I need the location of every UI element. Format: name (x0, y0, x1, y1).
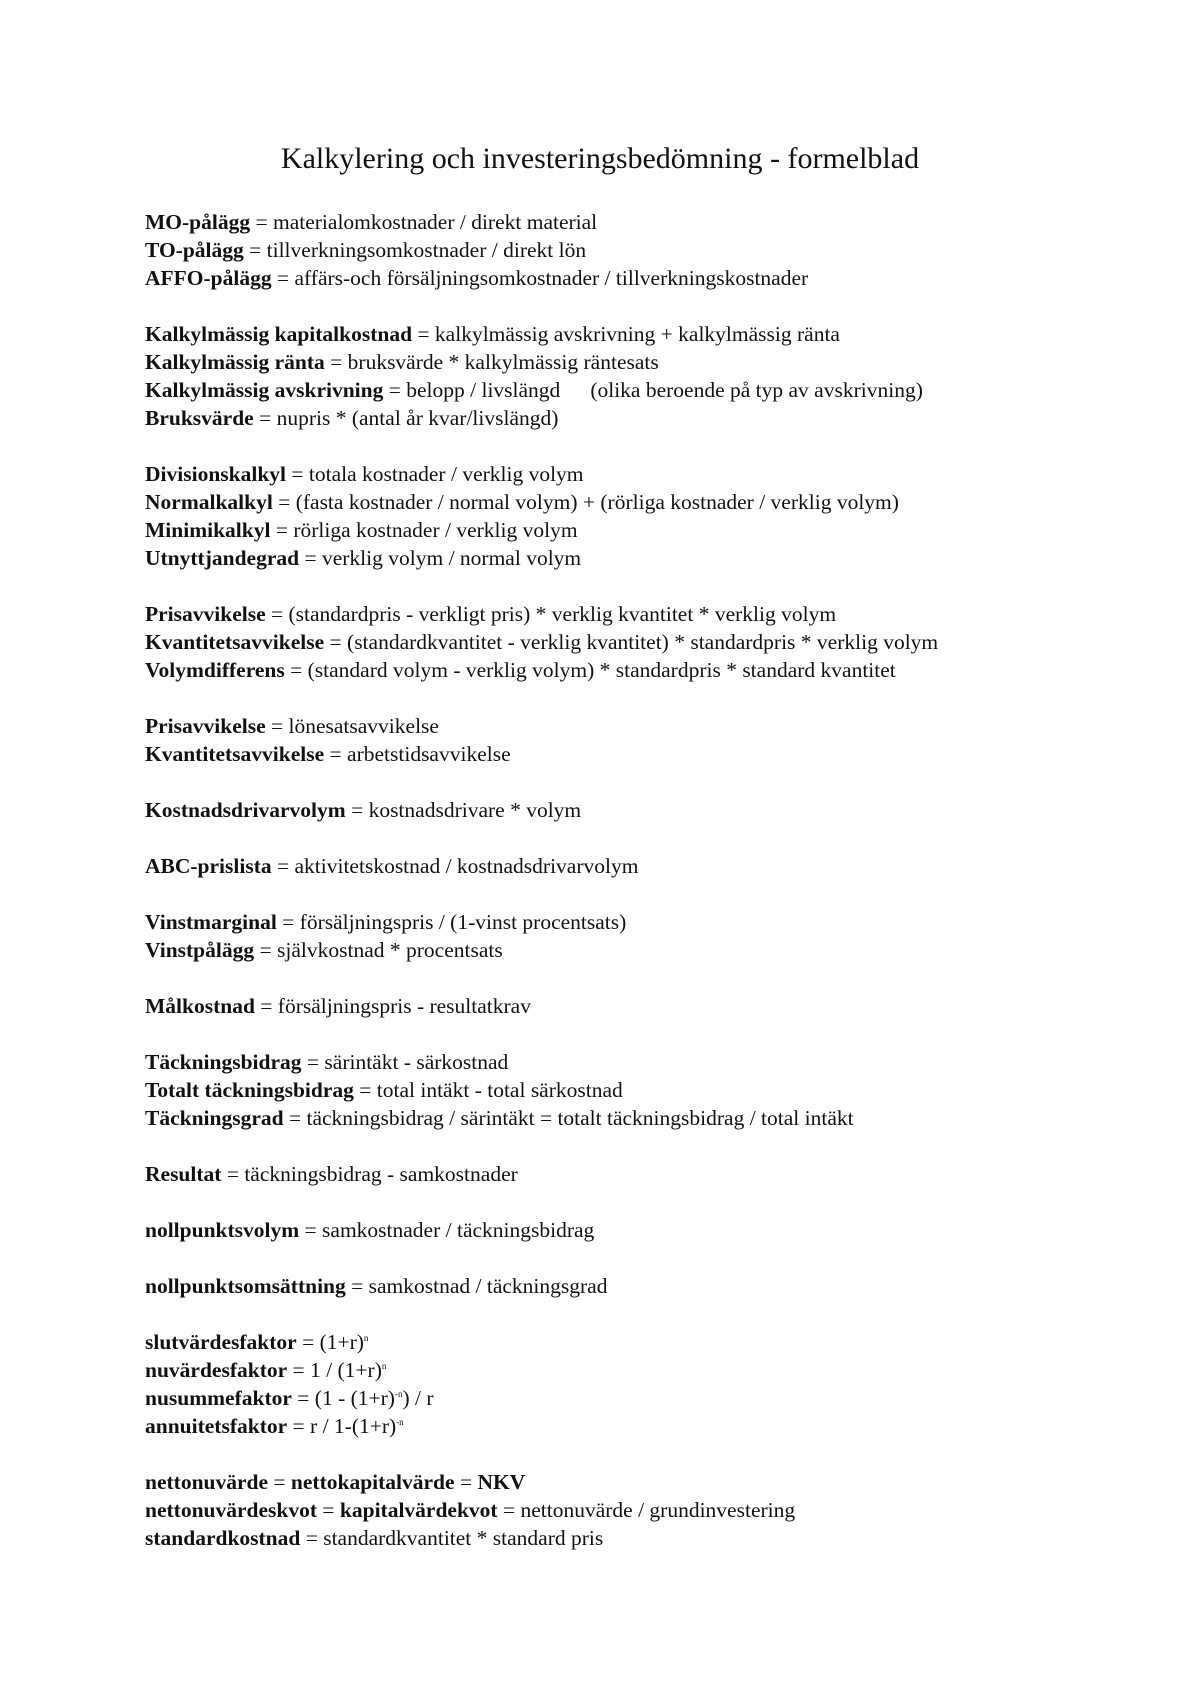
formula-line (145, 516, 1165, 544)
formula-term: Kvantitetsavvikelse (145, 630, 325, 654)
formula-exponent: -n (394, 1389, 403, 1399)
formula-list (145, 208, 1165, 1552)
formula-term: Volymdifferens (145, 658, 285, 682)
formula-line (145, 936, 1165, 964)
formula-term: Totalt täckningsbidrag (145, 1078, 354, 1102)
formula-term: nusummefaktor (145, 1386, 292, 1410)
formula-definition: = r / 1-(1+r) (292, 1414, 397, 1438)
formula-line (145, 712, 1165, 740)
formula-term: Kvantitetsavvikelse (145, 742, 325, 766)
formula-term: Kostnadsdrivarvolym (145, 798, 346, 822)
formula-definition: = nupris * (antal år kvar/livslängd) (259, 406, 559, 430)
formula-line (145, 1496, 1165, 1524)
formula-line (145, 348, 1165, 376)
formula-note: (olika beroende på typ av avskrivning) (590, 378, 923, 402)
formula-line (145, 1160, 1165, 1188)
formula-line (145, 236, 1165, 264)
formula-term-3: NKV (477, 1470, 526, 1494)
formula-term: nuvärdesfaktor (145, 1358, 288, 1382)
formula-definition: = verklig volym / normal volym (304, 546, 582, 570)
formula-term-2: kapitalvärdekvot (339, 1498, 498, 1522)
formula-line (145, 1412, 1165, 1440)
formula-definition: = 1 / (1+r) (292, 1358, 382, 1382)
formula-line (145, 1104, 1165, 1132)
formula-line (145, 740, 1165, 768)
formula-term: nettonuvärde (145, 1470, 269, 1494)
formula-line (145, 404, 1165, 432)
formula-definition: = belopp / livslängd (388, 378, 561, 402)
formula-definition: = total intäkt - total särkostnad (359, 1078, 623, 1102)
formula-line (145, 600, 1165, 628)
formula-definition-tail: ) / r (402, 1386, 434, 1410)
formula-line (145, 992, 1165, 1020)
formula-definition: = bruksvärde * kalkylmässig räntesats (330, 350, 659, 374)
formula-definition: = (standardpris - verkligt pris) * verklig kvantitet * verklig volym (271, 602, 837, 626)
formula-definition: = lönesatsavvikelse (271, 714, 439, 738)
formula-definition: = särintäkt - särkostnad (306, 1050, 509, 1074)
formula-line (145, 1328, 1165, 1356)
formula-term: Prisavvikelse (145, 602, 266, 626)
formula-line (145, 908, 1165, 936)
formula-term: Bruksvärde (145, 406, 254, 430)
formula-definition: = täckningsbidrag - samkostnader (226, 1162, 518, 1186)
formula-line (145, 208, 1165, 236)
formula-definition: = standardkvantitet * standard pris (305, 1526, 604, 1550)
formula-term: Målkostnad (145, 994, 255, 1018)
formula-line (145, 1356, 1165, 1384)
formula-term: ABC-prislista (145, 854, 272, 878)
formula-definition: = (standard volym - verklig volym) * standardpris * standard kvantitet (290, 658, 896, 682)
formula-definition: = (1 - (1+r) (297, 1386, 395, 1410)
formula-line (145, 656, 1165, 684)
formula-line (145, 1468, 1165, 1496)
formula-term: Utnyttjandegrad (145, 546, 300, 570)
formula-definition: = arbetstidsavvikelse (329, 742, 511, 766)
formula-term: Resultat (145, 1162, 222, 1186)
formula-term: nettonuvärdeskvot (145, 1498, 318, 1522)
formula-line (145, 628, 1165, 656)
formula-line (145, 1272, 1165, 1300)
formula-line (145, 796, 1165, 824)
formula-definition: = aktivitetskostnad / kostnadsdrivarvolym (277, 854, 639, 878)
formula-exponent: -n (396, 1417, 404, 1427)
formula-term: nollpunktsvolym (145, 1218, 300, 1242)
formula-line (145, 1384, 1165, 1412)
formula-term: AFFO-pålägg (145, 266, 272, 290)
formula-term: annuitetsfaktor (145, 1414, 288, 1438)
formula-term: Kalkylmässig avskrivning (145, 378, 384, 402)
formula-definition: = täckningsbidrag / särintäkt = totalt täckningsbidrag / total intäkt (288, 1106, 854, 1130)
formula-term: Täckningsgrad (145, 1106, 284, 1130)
formula-exponent: n (381, 1361, 387, 1371)
formula-line (145, 320, 1165, 348)
formula-definition: = materialomkostnader / direkt material (255, 210, 598, 234)
formula-definition: = (fasta kostnader / normal volym) + (rörliga kostnader / verklig volym) (278, 490, 899, 514)
formula-line (145, 1076, 1165, 1104)
formula-line (145, 852, 1165, 880)
formula-definition: = försäljningspris - resultatkrav (260, 994, 531, 1018)
formula-term: Divisionskalkyl (145, 462, 286, 486)
formula-term: MO-pålägg (145, 210, 251, 234)
formula-definition: = kostnadsdrivare * volym (351, 798, 582, 822)
formula-term: Prisavvikelse (145, 714, 266, 738)
formula-definition: = rörliga kostnader / verklig volym (275, 518, 578, 542)
formula-line (145, 1216, 1165, 1244)
formula-line (145, 544, 1165, 572)
formula-definition: = affärs-och försäljningsomkostnader / tillverkningskostnader (276, 266, 809, 290)
formula-term: Normalkalkyl (145, 490, 273, 514)
formula-line (145, 376, 1165, 404)
formula-term: Täckningsbidrag (145, 1050, 302, 1074)
formula-definition: = (standardkvantitet - verklig kvantitet) * standardpris * verklig volym (329, 630, 939, 654)
formula-line (145, 264, 1165, 292)
formula-definition: = självkostnad * procentsats (259, 938, 503, 962)
formula-definition: = kalkylmässig avskrivning + kalkylmässig ränta (417, 322, 840, 346)
formula-term: TO-pålägg (145, 238, 244, 262)
formula-term: Vinstmarginal (145, 910, 277, 934)
formula-definition: = totala kostnader / verklig volym (291, 462, 584, 486)
formula-term: Kalkylmässig kapitalkostnad (145, 322, 413, 346)
formula-definition: = tillverkningsomkostnader / direkt lön (249, 238, 587, 262)
formula-term-2: nettokapitalvärde (290, 1470, 455, 1494)
page-title: Kalkylering och investeringsbedömning - formelblad (280, 142, 920, 175)
formula-line (145, 460, 1165, 488)
formula-term: Minimikalkyl (145, 518, 271, 542)
formula-term: standardkostnad (145, 1526, 301, 1550)
formula-definition-2: = (454, 1470, 478, 1494)
formula-term: Kalkylmässig ränta (145, 350, 325, 374)
formula-line (145, 1524, 1165, 1552)
formula-definition: = samkostnader / täckningsbidrag (304, 1218, 595, 1242)
formula-term: Vinstpålägg (145, 938, 255, 962)
formula-definition: = (273, 1470, 291, 1494)
formula-definition: = (322, 1498, 340, 1522)
formula-definition: = (1+r) (302, 1330, 364, 1354)
formula-definition: = samkostnad / täckningsgrad (351, 1274, 608, 1298)
formula-term: slutvärdesfaktor (145, 1330, 297, 1354)
formula-definition-2: = nettonuvärde / grundinvestering (497, 1498, 796, 1522)
formula-term: nollpunktsomsättning (145, 1274, 346, 1298)
formula-definition: = försäljningspris / (1-vinst procentsats) (282, 910, 627, 934)
formula-line (145, 1048, 1165, 1076)
formula-line (145, 488, 1165, 516)
formula-exponent: n (363, 1333, 369, 1343)
